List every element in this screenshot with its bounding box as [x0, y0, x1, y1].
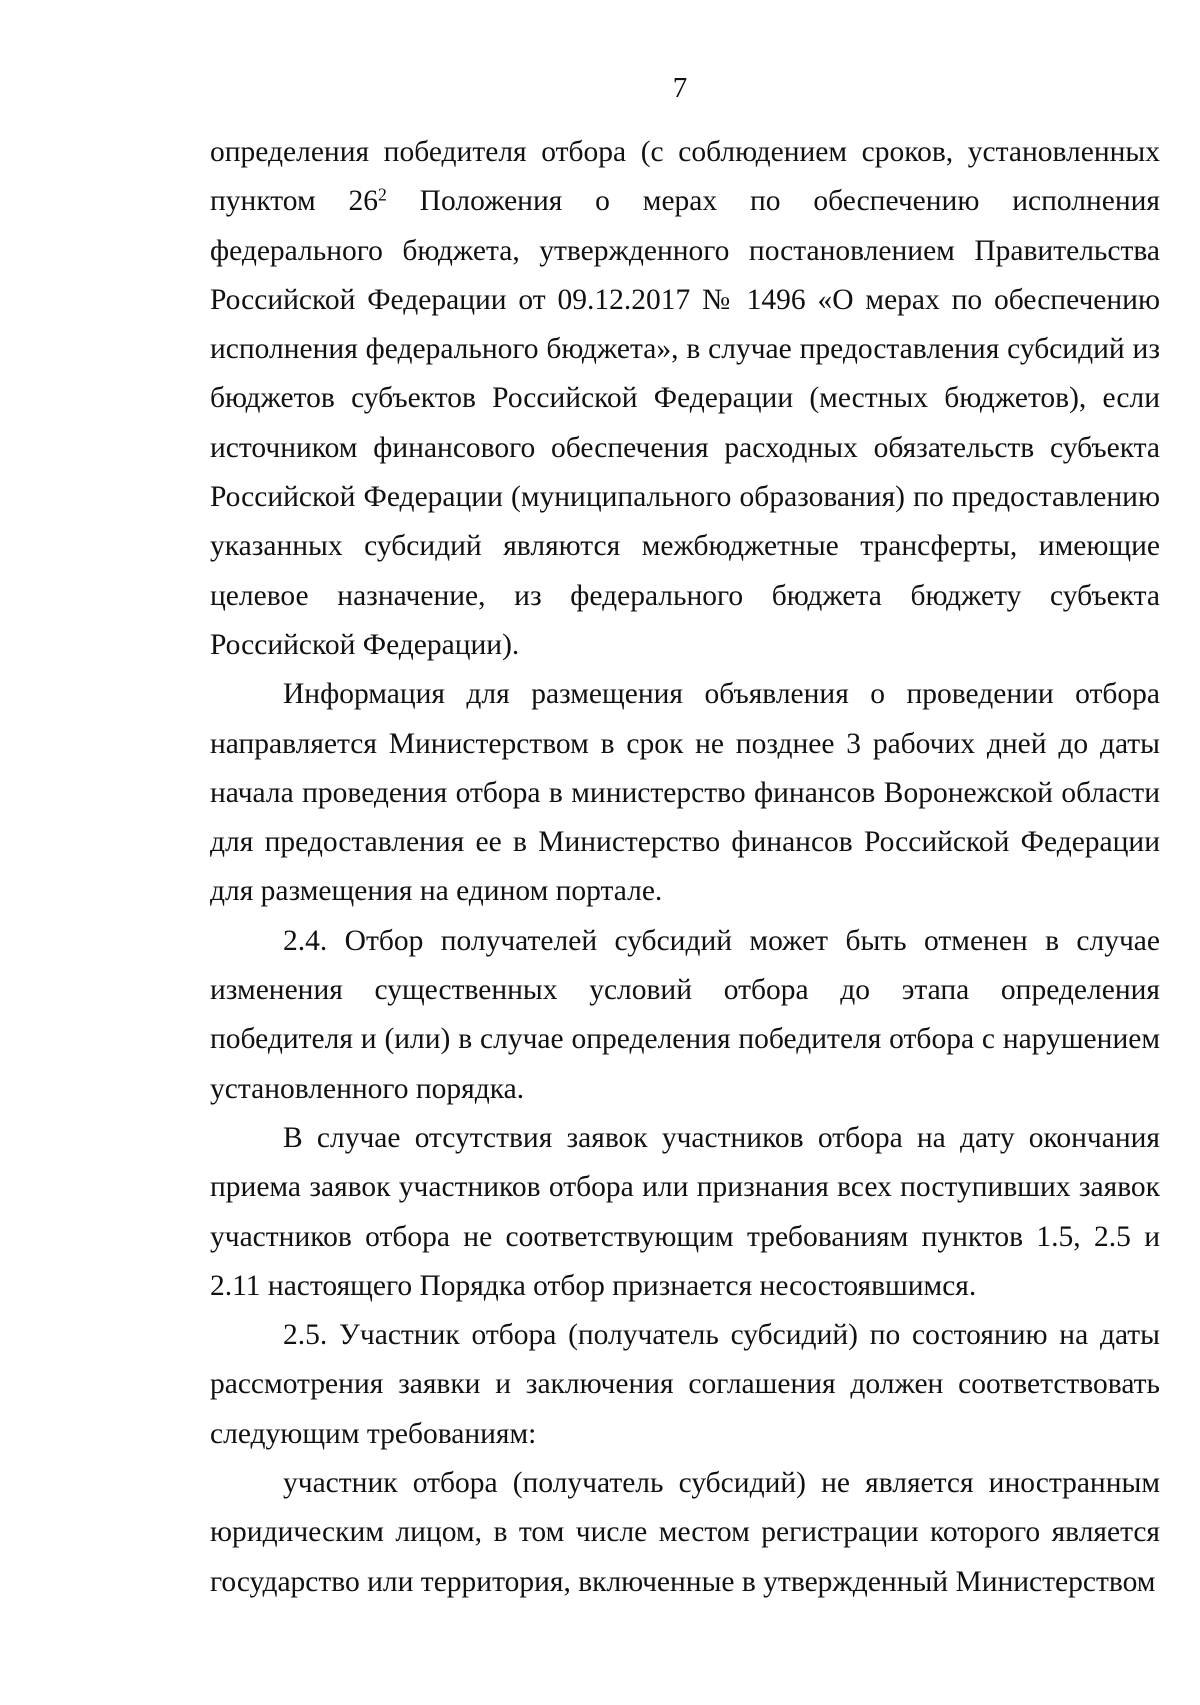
superscript: 2 — [377, 184, 387, 205]
document-body — [210, 128, 1160, 1607]
paragraph-text: Положения о мерах по обеспечению исполнения федерального бюджета, утвержденного постановлением Правительства Российской Федерации от 09.12.2017 № 1496 «О мерах по обеспечению исполнения федерального бюджета», в случае предоставления субсидий из бюджетов субъектов Российской Федерации (местных бюджетов), если источником финансового обеспечения расходных обязательств субъекта Российской Федерации (муниципального образования) по предоставлению указанных субсидий являются межбюджетные трансферты, имеющие целевое назначение, из федерального бюджета бюджету субъекта Российской Федерации). — [210, 185, 1160, 661]
paragraph-2-5: 2.5. Участник отбора (получатель субсидий) по состоянию на даты рассмотрения заявки и заключения соглашения должен соответствовать следующим требованиям: — [210, 1319, 1160, 1450]
paragraph-text: определения победителя отбора (с соблюдением сроков, установленных пунктом 26 — [210, 136, 1160, 218]
paragraph-2-4: 2.4. Отбор получателей субсидий может быть отменен в случае изменения существенных условий отбора до этапа определения победителя и (или) в случае определения победителя отбора с нарушением установленного порядка. — [210, 924, 1160, 1105]
page-number: 7 — [672, 72, 688, 104]
paragraph-requirement: участник отбора (получатель субсидий) не является иностранным юридическим лицом, в том числе местом регистрации которого является государство или территория, включенные в утвержденный Министерством — [210, 1467, 1160, 1598]
paragraph-continuation — [210, 128, 1160, 670]
paragraph-information: Информация для размещения объявления о проведении отбора направляется Министерством в срок не позднее 3 рабочих дней до даты начала проведения отбора в министерство финансов Воронежской области для предоставления ее в Министерство финансов Российской Федерации для размещения на едином портале. — [210, 678, 1160, 908]
paragraph-no-applications: В случае отсутствия заявок участников отбора на дату окончания приема заявок участников отбора или признания всех поступивших заявок участников отбора не соответствующим требованиям пунктов 1.5, 2.5 и 2.11 настоящего Порядка отбор признается несостоявшимся. — [210, 1121, 1160, 1302]
